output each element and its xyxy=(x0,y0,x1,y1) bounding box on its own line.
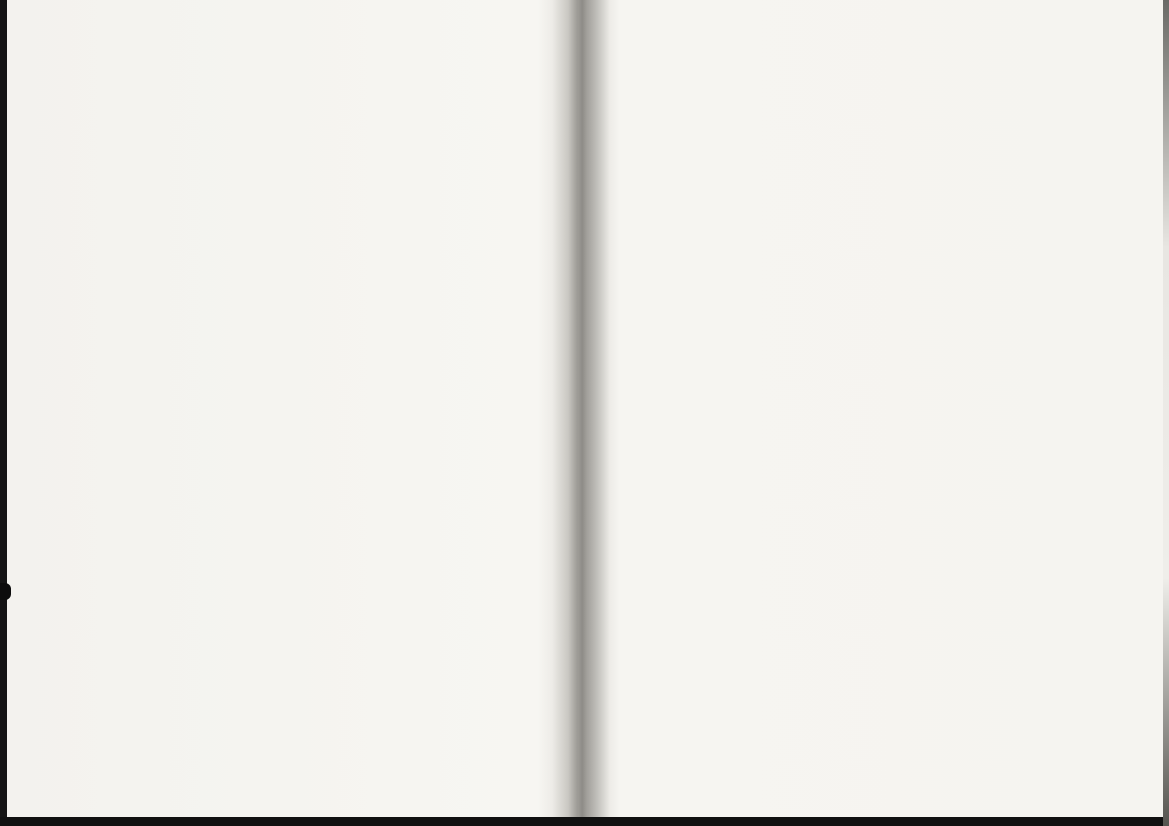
oc-diagram-figure xyxy=(64,31,536,813)
scan-edge-right xyxy=(1163,0,1169,826)
light-curve-figure xyxy=(630,498,1060,748)
phase-plot-svg xyxy=(630,498,1060,748)
scan-edge-bottom xyxy=(0,817,1169,826)
oc-diagram-svg xyxy=(64,31,536,813)
scan-edge-left xyxy=(0,0,7,826)
scan-edge-nick xyxy=(0,583,11,600)
elements-formula xyxy=(628,93,1105,110)
formula-errors-line xyxy=(628,93,1105,110)
page-gutter-shadow xyxy=(552,0,610,826)
article-heading-wrap xyxy=(600,55,1105,73)
article-column xyxy=(600,55,1105,119)
